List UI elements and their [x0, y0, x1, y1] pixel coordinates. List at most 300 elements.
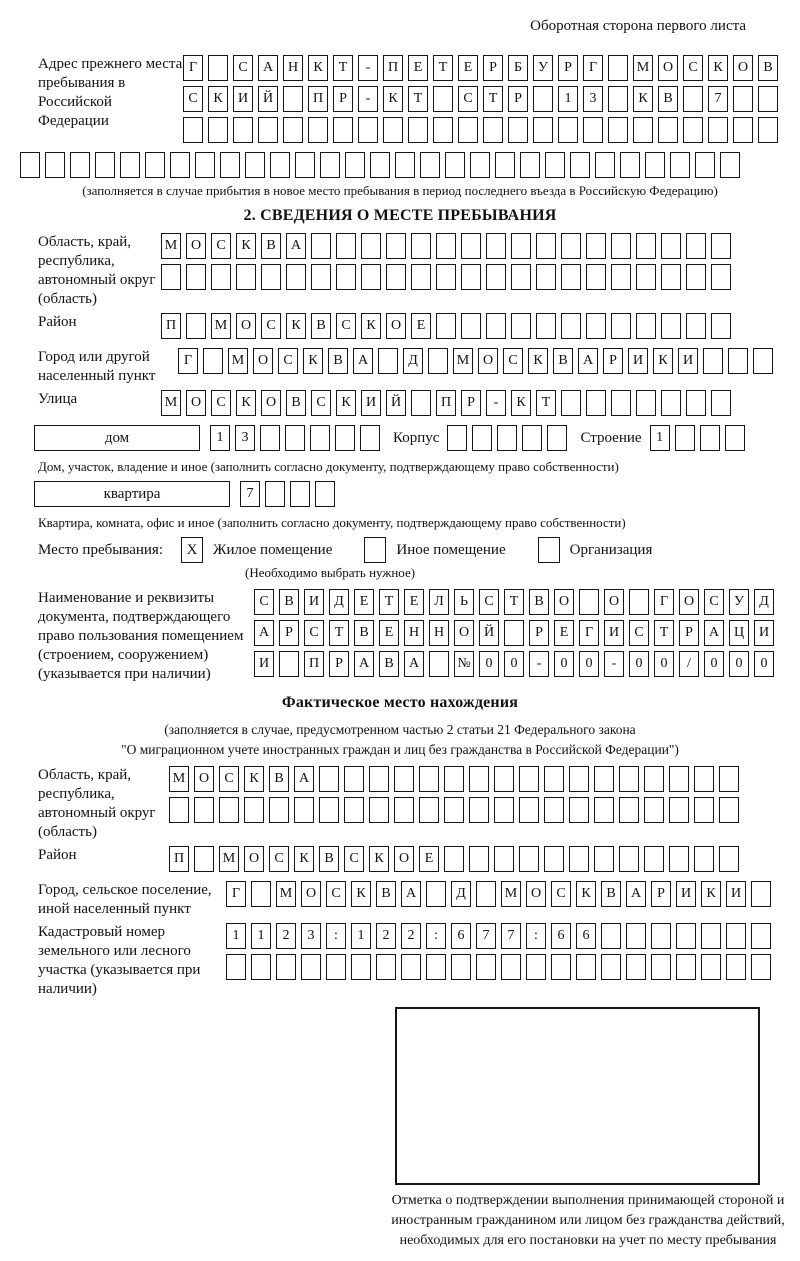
district-label: Район — [38, 314, 77, 330]
char-cell — [694, 846, 714, 872]
char-cell — [686, 233, 706, 259]
char-cell: Е — [554, 620, 574, 646]
char-cell — [686, 264, 706, 290]
char-cell — [360, 425, 380, 451]
char-cell — [520, 152, 540, 178]
char-cell: Т — [536, 390, 556, 416]
char-cell: Т — [654, 620, 674, 646]
char-cell — [283, 86, 303, 112]
cells-row — [161, 390, 780, 416]
char-cell — [733, 117, 753, 143]
char-cell — [486, 264, 506, 290]
char-cell: А — [626, 881, 646, 907]
char-cell: О — [186, 233, 206, 259]
char-cell — [344, 766, 364, 792]
char-cell: И — [754, 620, 774, 646]
char-cell — [711, 390, 731, 416]
char-cell — [301, 954, 321, 980]
char-cell — [476, 881, 496, 907]
char-cell: М — [501, 881, 521, 907]
char-cell: А — [254, 620, 274, 646]
char-cell — [386, 264, 406, 290]
char-cell: В — [553, 348, 573, 374]
prev-address-full-row — [20, 152, 780, 178]
field-street — [20, 390, 780, 421]
char-cell — [586, 390, 606, 416]
cells-row — [226, 923, 780, 949]
char-cell: М — [228, 348, 248, 374]
char-cell: С — [551, 881, 571, 907]
char-cell: В — [758, 55, 778, 81]
char-cell: К — [701, 881, 721, 907]
option-label-organization: Организация — [569, 541, 653, 558]
cells-row — [169, 766, 780, 792]
char-cell: - — [486, 390, 506, 416]
char-cell: Т — [433, 55, 453, 81]
cells-row — [254, 589, 780, 615]
char-cell — [276, 954, 296, 980]
section2-title: 2. СВЕДЕНИЯ О МЕСТЕ ПРЕБЫВАНИЯ — [243, 207, 557, 224]
char-cell: А — [704, 620, 724, 646]
char-cell — [522, 425, 542, 451]
char-cell — [711, 233, 731, 259]
apartment-box: квартира — [34, 481, 230, 507]
char-cell: К — [369, 846, 389, 872]
region-label: Область, край, республика, автономный округ (область) — [38, 234, 156, 307]
char-cell: А — [404, 651, 424, 677]
char-cell: В — [286, 390, 306, 416]
char-cell — [533, 86, 553, 112]
char-cell — [311, 264, 331, 290]
char-cell — [619, 846, 639, 872]
char-cell: С — [458, 86, 478, 112]
char-cell: М — [219, 846, 239, 872]
prev-address-label: Адрес прежнего места пребывания в Российской Федерации — [38, 56, 183, 129]
char-cell: А — [401, 881, 421, 907]
char-cell — [601, 923, 621, 949]
char-cell: Р — [651, 881, 671, 907]
char-cell — [319, 766, 339, 792]
field-actual-district — [20, 846, 780, 877]
char-cell — [195, 152, 215, 178]
char-cell — [569, 797, 589, 823]
char-cell — [290, 481, 310, 507]
char-cell — [594, 846, 614, 872]
char-cell — [544, 766, 564, 792]
char-cell: 7 — [708, 86, 728, 112]
char-cell: К — [208, 86, 228, 112]
char-cell: Л — [429, 589, 449, 615]
char-cell — [700, 425, 720, 451]
char-cell — [695, 152, 715, 178]
char-cell: А — [578, 348, 598, 374]
char-cell — [95, 152, 115, 178]
char-cell: К — [653, 348, 673, 374]
char-cell — [595, 152, 615, 178]
char-cell: В — [529, 589, 549, 615]
char-cell: М — [453, 348, 473, 374]
char-cell: 6 — [576, 923, 596, 949]
char-cell — [644, 766, 664, 792]
char-cell — [45, 152, 65, 178]
char-cell: 7 — [476, 923, 496, 949]
char-cell — [494, 797, 514, 823]
char-cell: Н — [283, 55, 303, 81]
char-cell: Д — [754, 589, 774, 615]
char-cell — [279, 651, 299, 677]
char-cell: С — [219, 766, 239, 792]
char-cell — [186, 264, 206, 290]
char-cell — [378, 348, 398, 374]
char-cell: О — [261, 390, 281, 416]
char-cell — [458, 117, 478, 143]
char-cell: О — [604, 589, 624, 615]
char-cell: 2 — [276, 923, 296, 949]
char-cell — [220, 152, 240, 178]
char-cell: 1 — [558, 86, 578, 112]
char-cell: П — [169, 846, 189, 872]
char-cell — [401, 954, 421, 980]
char-cell — [394, 797, 414, 823]
char-cell — [703, 348, 723, 374]
char-cell — [547, 425, 567, 451]
char-cell — [661, 313, 681, 339]
char-cell: № — [454, 651, 474, 677]
char-cell: Р — [333, 86, 353, 112]
char-cell — [208, 55, 228, 81]
char-cell — [295, 152, 315, 178]
actual-location-title: Фактическое место нахождения — [281, 694, 519, 711]
field-prev-address — [20, 55, 780, 148]
char-cell: П — [436, 390, 456, 416]
char-cell — [436, 313, 456, 339]
char-cell — [669, 766, 689, 792]
char-cell — [676, 954, 696, 980]
korpus-cells — [447, 425, 572, 451]
char-cell: О — [554, 589, 574, 615]
char-cell — [461, 313, 481, 339]
char-cell — [645, 152, 665, 178]
char-cell — [486, 233, 506, 259]
char-cell: О — [236, 313, 256, 339]
cells-row — [183, 55, 783, 81]
char-cell — [701, 923, 721, 949]
field-document — [20, 589, 780, 684]
char-cell: : — [326, 923, 346, 949]
char-cell — [686, 313, 706, 339]
char-cell: 0 — [629, 651, 649, 677]
char-cell — [551, 954, 571, 980]
stay-type-row — [20, 537, 780, 563]
char-cell — [526, 954, 546, 980]
char-cell — [586, 233, 606, 259]
char-cell — [728, 348, 748, 374]
char-cell — [519, 797, 539, 823]
char-cell — [361, 233, 381, 259]
char-cell — [294, 797, 314, 823]
char-cell: И — [304, 589, 324, 615]
char-cell: 3 — [235, 425, 255, 451]
char-cell: К — [308, 55, 328, 81]
char-cell — [569, 766, 589, 792]
char-cell — [619, 797, 639, 823]
char-cell — [326, 954, 346, 980]
char-cell: 0 — [654, 651, 674, 677]
char-cell: В — [269, 766, 289, 792]
char-cell: А — [258, 55, 278, 81]
char-cell: Д — [451, 881, 471, 907]
char-cell: В — [328, 348, 348, 374]
char-cell: В — [658, 86, 678, 112]
char-cell — [758, 86, 778, 112]
char-cell: В — [279, 589, 299, 615]
char-cell: У — [729, 589, 749, 615]
char-cell — [669, 846, 689, 872]
char-cell — [451, 954, 471, 980]
option-label-residential: Жилое помещение — [213, 541, 333, 558]
char-cell: Т — [333, 55, 353, 81]
char-cell: / — [679, 651, 699, 677]
char-cell: О — [478, 348, 498, 374]
char-cell — [611, 264, 631, 290]
char-cell: И — [361, 390, 381, 416]
prev-address-note: (заполняется в случае прибытия в новое место пребывания в период последнего въезда в Российскую Федерацию) — [82, 183, 718, 198]
char-cell — [426, 954, 446, 980]
char-cell: 0 — [729, 651, 749, 677]
char-cell: М — [276, 881, 296, 907]
char-cell — [194, 846, 214, 872]
char-cell — [260, 425, 280, 451]
char-cell — [711, 313, 731, 339]
char-cell — [636, 390, 656, 416]
char-cell — [670, 152, 690, 178]
char-cell — [751, 923, 771, 949]
char-cell: Г — [579, 620, 599, 646]
char-cell — [419, 797, 439, 823]
char-cell: К — [286, 313, 306, 339]
char-cell — [586, 313, 606, 339]
char-cell — [719, 846, 739, 872]
char-cell: К — [236, 233, 256, 259]
char-cell: С — [211, 390, 231, 416]
char-cell — [461, 233, 481, 259]
char-cell — [469, 846, 489, 872]
char-cell: Е — [419, 846, 439, 872]
char-cell: Р — [558, 55, 578, 81]
char-cell: Е — [411, 313, 431, 339]
field-cadastral — [20, 923, 780, 999]
char-cell: К — [511, 390, 531, 416]
char-cell: П — [161, 313, 181, 339]
char-cell: 0 — [479, 651, 499, 677]
char-cell — [483, 117, 503, 143]
char-cell — [336, 264, 356, 290]
char-cell: 6 — [551, 923, 571, 949]
char-cell — [411, 264, 431, 290]
char-cell: С — [211, 233, 231, 259]
document-label: Наименование и реквизиты документа, подтверждающего право пользования помещением (строением, сооружением) (указывается при наличии) — [38, 590, 244, 682]
char-cell — [345, 152, 365, 178]
char-cell — [545, 152, 565, 178]
field-region — [20, 233, 780, 309]
char-cell: Р — [603, 348, 623, 374]
char-cell — [370, 152, 390, 178]
cells-row — [183, 86, 783, 112]
house-cells — [210, 425, 385, 451]
char-cell: В — [319, 846, 339, 872]
char-cell: С — [311, 390, 331, 416]
char-cell: С — [344, 846, 364, 872]
char-cell: - — [358, 55, 378, 81]
char-cell: Е — [379, 620, 399, 646]
char-cell: А — [294, 766, 314, 792]
char-cell: 1 — [210, 425, 230, 451]
char-cell: Т — [329, 620, 349, 646]
char-cell — [701, 954, 721, 980]
char-cell: К — [303, 348, 323, 374]
char-cell: 6 — [451, 923, 471, 949]
char-cell: О — [253, 348, 273, 374]
char-cell — [311, 233, 331, 259]
char-cell: Ь — [454, 589, 474, 615]
char-cell — [258, 117, 278, 143]
char-cell — [315, 481, 335, 507]
char-cell — [608, 117, 628, 143]
char-cell: 0 — [754, 651, 774, 677]
house-row — [34, 425, 780, 456]
char-cell — [310, 425, 330, 451]
cells-row — [254, 620, 780, 646]
char-cell: 7 — [240, 481, 260, 507]
char-cell — [445, 152, 465, 178]
char-cell — [629, 589, 649, 615]
char-cell — [411, 390, 431, 416]
char-cell — [611, 390, 631, 416]
char-cell — [444, 846, 464, 872]
char-cell — [644, 846, 664, 872]
char-cell: 3 — [301, 923, 321, 949]
char-cell — [444, 766, 464, 792]
field-city — [20, 348, 780, 386]
char-cell: Н — [429, 620, 449, 646]
char-cell: М — [211, 313, 231, 339]
char-cell — [570, 152, 590, 178]
char-cell: Р — [279, 620, 299, 646]
char-cell: К — [576, 881, 596, 907]
apartment-note: Квартира, комната, офис и иное (заполнить согласно документу, подтверждающему право собственности) — [38, 515, 626, 530]
checkbox-residential: X — [181, 537, 203, 563]
char-cell: Т — [408, 86, 428, 112]
char-cell: И — [628, 348, 648, 374]
char-cell: О — [733, 55, 753, 81]
char-cell: К — [244, 766, 264, 792]
char-cell — [675, 425, 695, 451]
apartment-row — [34, 481, 780, 512]
char-cell — [376, 954, 396, 980]
char-cell: Т — [504, 589, 524, 615]
char-cell — [203, 348, 223, 374]
checkbox-other-premises — [364, 537, 386, 563]
char-cell: Т — [483, 86, 503, 112]
char-cell: К — [336, 390, 356, 416]
char-cell: Р — [483, 55, 503, 81]
char-cell: 0 — [504, 651, 524, 677]
char-cell — [511, 233, 531, 259]
confirmation-stamp-note: Отметка о подтверждении выполнения принимающей стороной и иностранным гражданином или лицом без гражданства действий, необходимых для его постановки на учет по месту пребывания — [391, 1193, 785, 1248]
char-cell: Й — [258, 86, 278, 112]
actual-location-note-line2: "О миграционном учете иностранных граждан и лиц без гражданства в Российской Федерации") — [121, 742, 679, 757]
char-cell — [636, 233, 656, 259]
char-cell: Й — [479, 620, 499, 646]
house-note: Дом, участок, владение и иное (заполнить согласно документу, подтверждающему право собственности) — [38, 459, 619, 474]
char-cell: К — [236, 390, 256, 416]
char-cell — [694, 797, 714, 823]
char-cell — [569, 846, 589, 872]
char-cell: С — [503, 348, 523, 374]
char-cell: С — [479, 589, 499, 615]
char-cell: Г — [226, 881, 246, 907]
char-cell: С — [269, 846, 289, 872]
char-cell — [426, 881, 446, 907]
char-cell — [433, 117, 453, 143]
char-cell — [433, 86, 453, 112]
char-cell: И — [254, 651, 274, 677]
option-label-other-premises: Иное помещение — [396, 541, 506, 558]
char-cell — [436, 264, 456, 290]
char-cell — [428, 348, 448, 374]
char-cell: К — [633, 86, 653, 112]
char-cell — [333, 117, 353, 143]
field-actual-city — [20, 881, 780, 919]
char-cell — [335, 425, 355, 451]
char-cell: Р — [461, 390, 481, 416]
char-cell — [519, 766, 539, 792]
char-cell — [319, 797, 339, 823]
char-cell: О — [186, 390, 206, 416]
char-cell — [351, 954, 371, 980]
char-cell: С — [304, 620, 324, 646]
char-cell — [476, 954, 496, 980]
char-cell — [358, 117, 378, 143]
char-cell: И — [678, 348, 698, 374]
char-cell: - — [529, 651, 549, 677]
char-cell — [251, 881, 271, 907]
char-cell: Н — [404, 620, 424, 646]
street-label: Улица — [38, 391, 78, 407]
cells-row — [169, 846, 780, 872]
actual-location-note-line1: (заполняется в случае, предусмотренном частью 2 статьи 21 Федерального закона — [164, 722, 636, 737]
char-cell: Р — [529, 620, 549, 646]
char-cell — [608, 86, 628, 112]
char-cell — [501, 954, 521, 980]
char-cell: Г — [654, 589, 674, 615]
page-side-note: Оборотная сторона первого листа — [530, 18, 746, 34]
char-cell: В — [311, 313, 331, 339]
char-cell — [383, 117, 403, 143]
char-cell: Е — [408, 55, 428, 81]
char-cell: Г — [178, 348, 198, 374]
char-cell — [145, 152, 165, 178]
cells-row — [226, 954, 780, 980]
char-cell: Е — [458, 55, 478, 81]
char-cell — [733, 86, 753, 112]
char-cell — [508, 117, 528, 143]
char-cell — [429, 651, 449, 677]
char-cell — [711, 264, 731, 290]
char-cell — [395, 152, 415, 178]
char-cell — [661, 233, 681, 259]
char-cell — [544, 846, 564, 872]
